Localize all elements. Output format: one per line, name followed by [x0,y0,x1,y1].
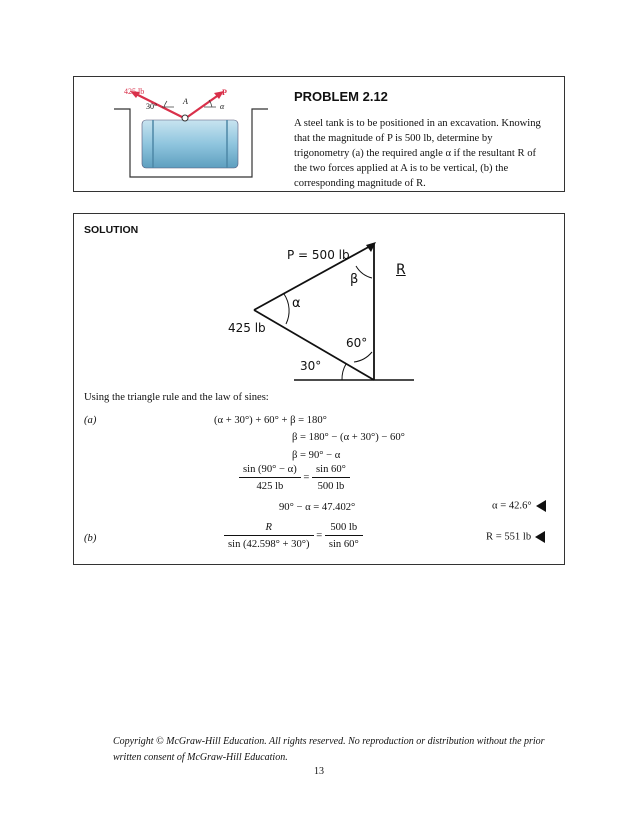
equation-5: 90° − α = 47.402° [279,502,356,513]
answer-b-text: R = 551 lb [486,531,532,543]
point-a-label: A [183,97,188,106]
problem-text-line: that the magnitude of P is 500 lb, determine by [294,133,493,144]
answer-b [486,531,545,543]
fraction-numerator: sin 60° [312,464,350,478]
problem-text-line: trigonometry (a) the required angle α if the resultant R of [294,148,537,159]
answer-marker-icon [536,500,546,512]
force-left-label: 425 lb [124,87,145,96]
page-number: 13 [314,766,324,777]
angle-arc [354,352,372,362]
equals-sign: = [316,530,323,542]
angle-arc [342,364,346,380]
steel-tank [142,120,238,168]
force-p-arrow [186,94,220,118]
problem-text-line: corresponding magnitude of R. [294,178,426,189]
problem-box [73,76,565,192]
problem-text [294,116,552,191]
intro-text: Using the triangle rule and the law of sines: [84,392,269,403]
solution-title: SOLUTION [84,224,139,236]
problem-title: PROBLEM 2.12 [294,89,388,104]
copyright-notice [113,734,553,766]
part-b-label: (b) [84,533,97,544]
fraction-denominator: 500 lb [317,481,345,492]
angle-60-label: 60° [346,336,368,350]
copyright-line: Copyright © McGraw-Hill Education. All rights reserved. No reproduction or distribution without the prior [113,736,545,747]
fraction [224,522,314,550]
problem-text-line: A steel tank is to be positioned in an excavation. Knowing [294,118,541,129]
fraction-numerator: 500 lb [325,522,363,536]
p-equals-label: P = 500 lb [287,248,350,262]
fraction-denominator: sin 60° [328,539,359,550]
angle-30-label: 30° [300,359,322,373]
force-p-label: P [222,88,227,97]
answer-a-text: α = 42.6° [492,500,532,512]
angle-arc [164,101,167,107]
equation-1: (α + 30°) + 60° + β = 180° [214,415,327,426]
angle-alpha-label: α [220,102,225,111]
alpha-label: α [292,296,301,311]
answer-a [492,500,546,512]
angle-arc [284,294,289,324]
law-of-sines-equation [239,464,350,492]
equals-sign: = [303,472,310,484]
fraction-numerator: R [224,522,314,536]
solution-box [73,213,565,565]
law-of-sines-equation-b [224,522,363,550]
fraction [239,464,301,492]
r-label: R [396,262,406,278]
equation-3: β = 90° − α [292,450,341,461]
answer-marker-icon [535,531,545,543]
angle-30-label: 30° [146,102,158,111]
copyright-line: written consent of McGraw-Hill Education. [113,752,288,763]
force-425-arrow [134,93,184,118]
angle-arc [356,266,372,278]
fraction [312,464,350,492]
fraction [325,522,363,550]
force-425-label: 425 lb [228,321,266,335]
point-a [182,115,188,121]
problem-text-line: the two forces applied at A is to be vertical, (b) the [294,163,509,174]
fraction-denominator: 425 lb [256,481,284,492]
beta-label: β [350,272,359,287]
part-a-label: (a) [84,415,97,426]
tank-figure [112,87,272,183]
equation-2: β = 180° − (α + 30°) − 60° [292,432,405,443]
fraction-denominator: sin (42.598° + 30°) [228,539,310,550]
fraction-numerator: sin (90° − α) [239,464,301,478]
